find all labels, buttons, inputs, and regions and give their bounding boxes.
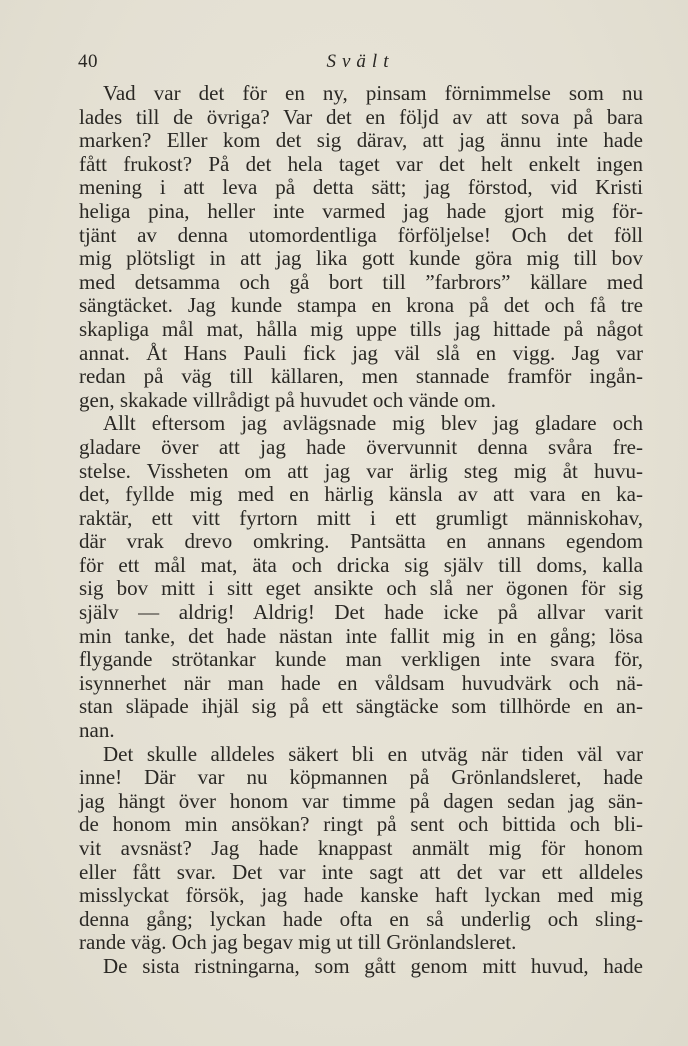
- text-line: jag hängt över honom var timme på dagen sedan jag sän-: [79, 788, 643, 813]
- text-line: lades till de övriga? Var det en följd av att sova på bara: [79, 104, 643, 129]
- text-line: inne! Där var nu köpmannen på Grönlandsleret, hade: [79, 765, 643, 790]
- text-line: stan släpade ihjäl sig på ett sängtäcke som tillhörde en an-: [79, 694, 643, 719]
- text-line: mig plötsligt in att jag lika gott kunde göra mig till bov: [79, 246, 643, 271]
- text-line: heliga pina, heller inte varmed jag hade gjort mig för-: [79, 198, 643, 223]
- text-line: annat. Åt Hans Pauli fick jag väl slå en vigg. Jag var: [79, 340, 643, 365]
- page-number: 40: [78, 51, 98, 72]
- text-line: där vrak drevo omkring. Pantsätta en annans egendom: [79, 529, 643, 554]
- paragraph: [79, 82, 643, 412]
- text-line: Allt eftersom jag avlägsnade mig blev jag gladare och: [103, 411, 643, 436]
- text-line: gladare över att jag hade övervunnit denna svåra fre-: [79, 434, 643, 459]
- text-line: det, fyllde mig med en härlig känsla av att vara en ka-: [79, 482, 643, 507]
- text-line: själv — aldrig! Aldrig! Det hade icke på allvar varit: [79, 600, 643, 625]
- text-line: redan på väg till källaren, men stannade framför ingån-: [79, 364, 643, 389]
- running-title: Svält: [326, 51, 395, 72]
- text-line: tjänt av denna utomordentliga förföljelse! Och det föll: [79, 222, 643, 247]
- text-line: de honom min ansökan? ringt på sent och bittida och bli-: [79, 812, 643, 837]
- paragraph: [79, 743, 643, 955]
- text-line: rande väg. Och jag begav mig ut till Grönlandsleret.: [79, 930, 517, 955]
- text-line: raktär, ett vitt fyrtorn mitt i ett grumligt människohav,: [79, 505, 643, 530]
- page-header: [78, 51, 643, 75]
- text-line: eller fått svar. Det var inte sagt att det var ett alldeles: [79, 859, 643, 884]
- text-line: vit avsnäst? Jag hade knappast anmält mig för honom: [79, 836, 643, 860]
- text-line: misslyckat försök, jag hade kanske haft lyckan med mig: [79, 883, 643, 908]
- text-line: stelse. Vissheten om att jag var ärlig steg mig åt huvu-: [79, 458, 643, 483]
- text-line: fått frukost? På det hela taget var det helt enkelt ingen: [79, 151, 643, 176]
- text-line: Vad var det för en ny, pinsam förnimmelse som nu: [103, 81, 643, 105]
- text-line: min tanke, det hade nästan inte fallit mig in en gång; lösa: [79, 623, 643, 648]
- body-text: [79, 82, 643, 979]
- text-line: sängtäcket. Jag kunde stampa en krona på det och få tre: [79, 293, 643, 318]
- text-line: denna gång; lyckan hade ofta en så underlig och sling-: [79, 906, 643, 931]
- text-line: flygande strötankar kunde man verkligen inte svara för,: [79, 647, 643, 672]
- text-line: gen, skakade villrådigt på huvudet och vände om.: [79, 387, 496, 412]
- text-line: marken? Eller kom det sig därav, att jag ännu inte hade: [79, 128, 643, 153]
- text-line: med detsamma och gå bort till ”farbrors” källare med: [79, 269, 643, 294]
- text-line: nan.: [79, 718, 115, 743]
- text-line: sig bov mitt i sitt eget ansikte och slå ner ögonen för sig: [79, 576, 643, 601]
- text-line: mening i att leva på detta sätt; jag förstod, vid Kristi: [79, 175, 643, 200]
- paragraph: [79, 412, 643, 742]
- text-line: skapliga mål mat, hålla mig uppe tills jag hittade på något: [79, 316, 643, 341]
- text-line: Det skulle alldeles säkert bli en utväg när tiden väl var: [103, 741, 643, 766]
- text-line: De sista ristningarna, som gått genom mitt huvud, hade: [103, 953, 643, 978]
- text-line: isynnerhet när man hade en våldsam huvudvärk och nä-: [79, 670, 643, 695]
- text-line: för ett mål mat, äta och dricka sig själv till doms, kalla: [79, 552, 643, 577]
- paragraph: [79, 955, 643, 979]
